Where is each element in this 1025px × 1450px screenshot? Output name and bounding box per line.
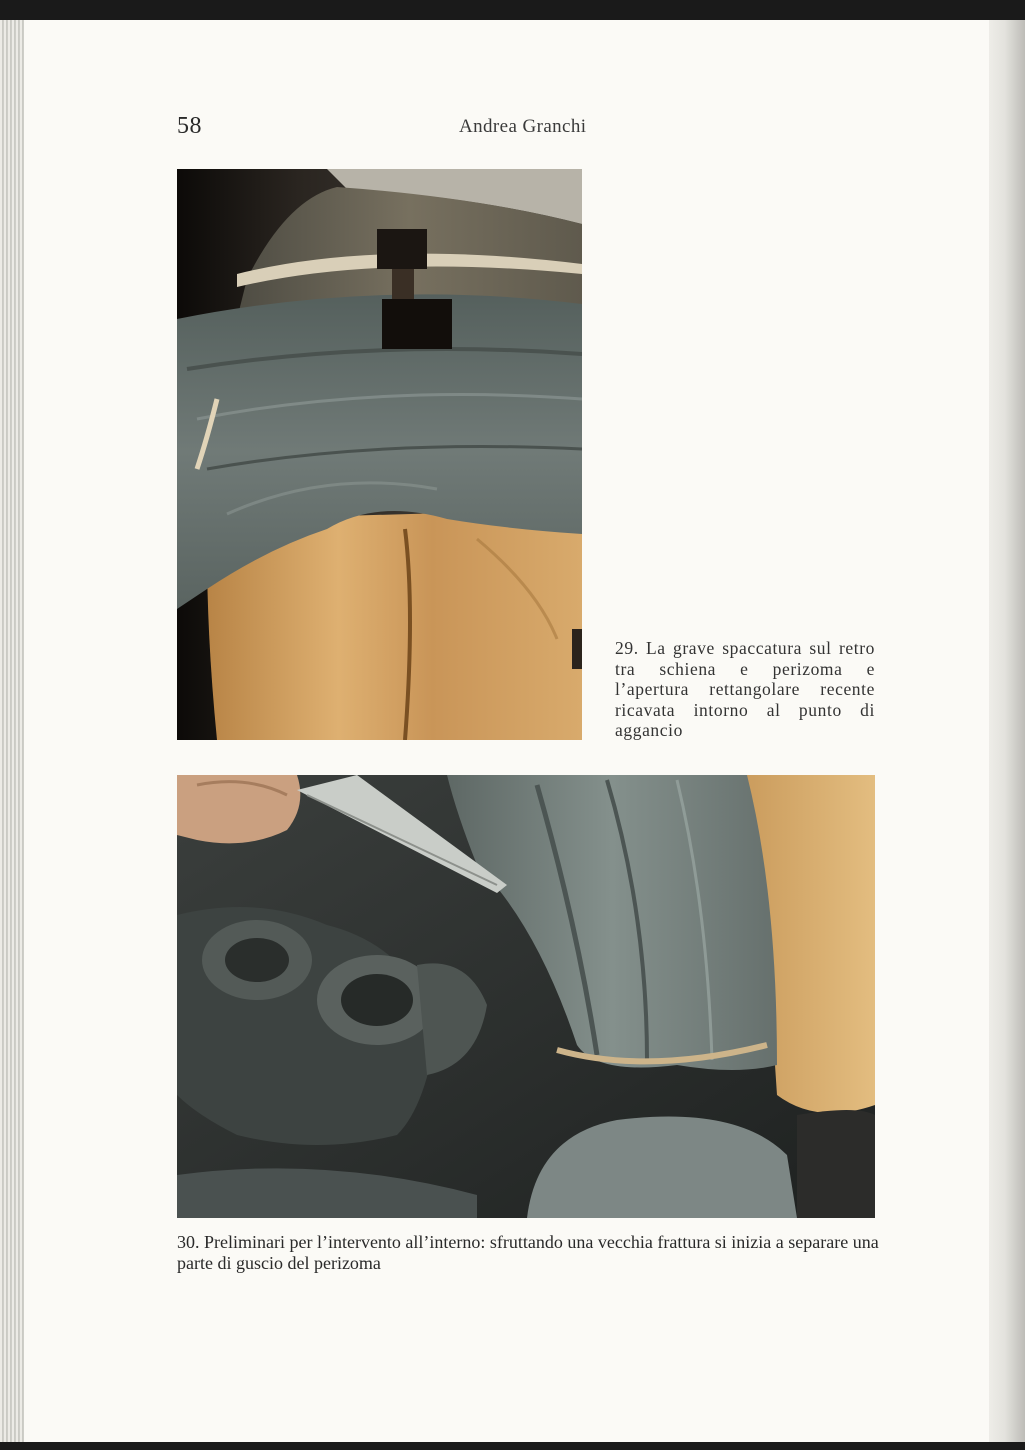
page-number: 58: [177, 113, 202, 139]
running-head-author: Andrea Granchi: [459, 116, 587, 137]
book-page: [24, 20, 989, 1442]
figure-29-caption: 29. La grave spaccatura sul retro tra schiena e perizoma e l’apertura rettangolare recente ricavata intorno al punto di aggancio: [615, 638, 875, 740]
book-page-edges-left: [0, 20, 24, 1442]
figure-29-photo: [177, 169, 582, 740]
figure-30-photo: [177, 775, 875, 1218]
figure-30-caption: 30. Preliminari per l’intervento all’interno: sfruttando una vecchia frattura si inizia a separare una parte di guscio del perizoma: [177, 1232, 879, 1273]
